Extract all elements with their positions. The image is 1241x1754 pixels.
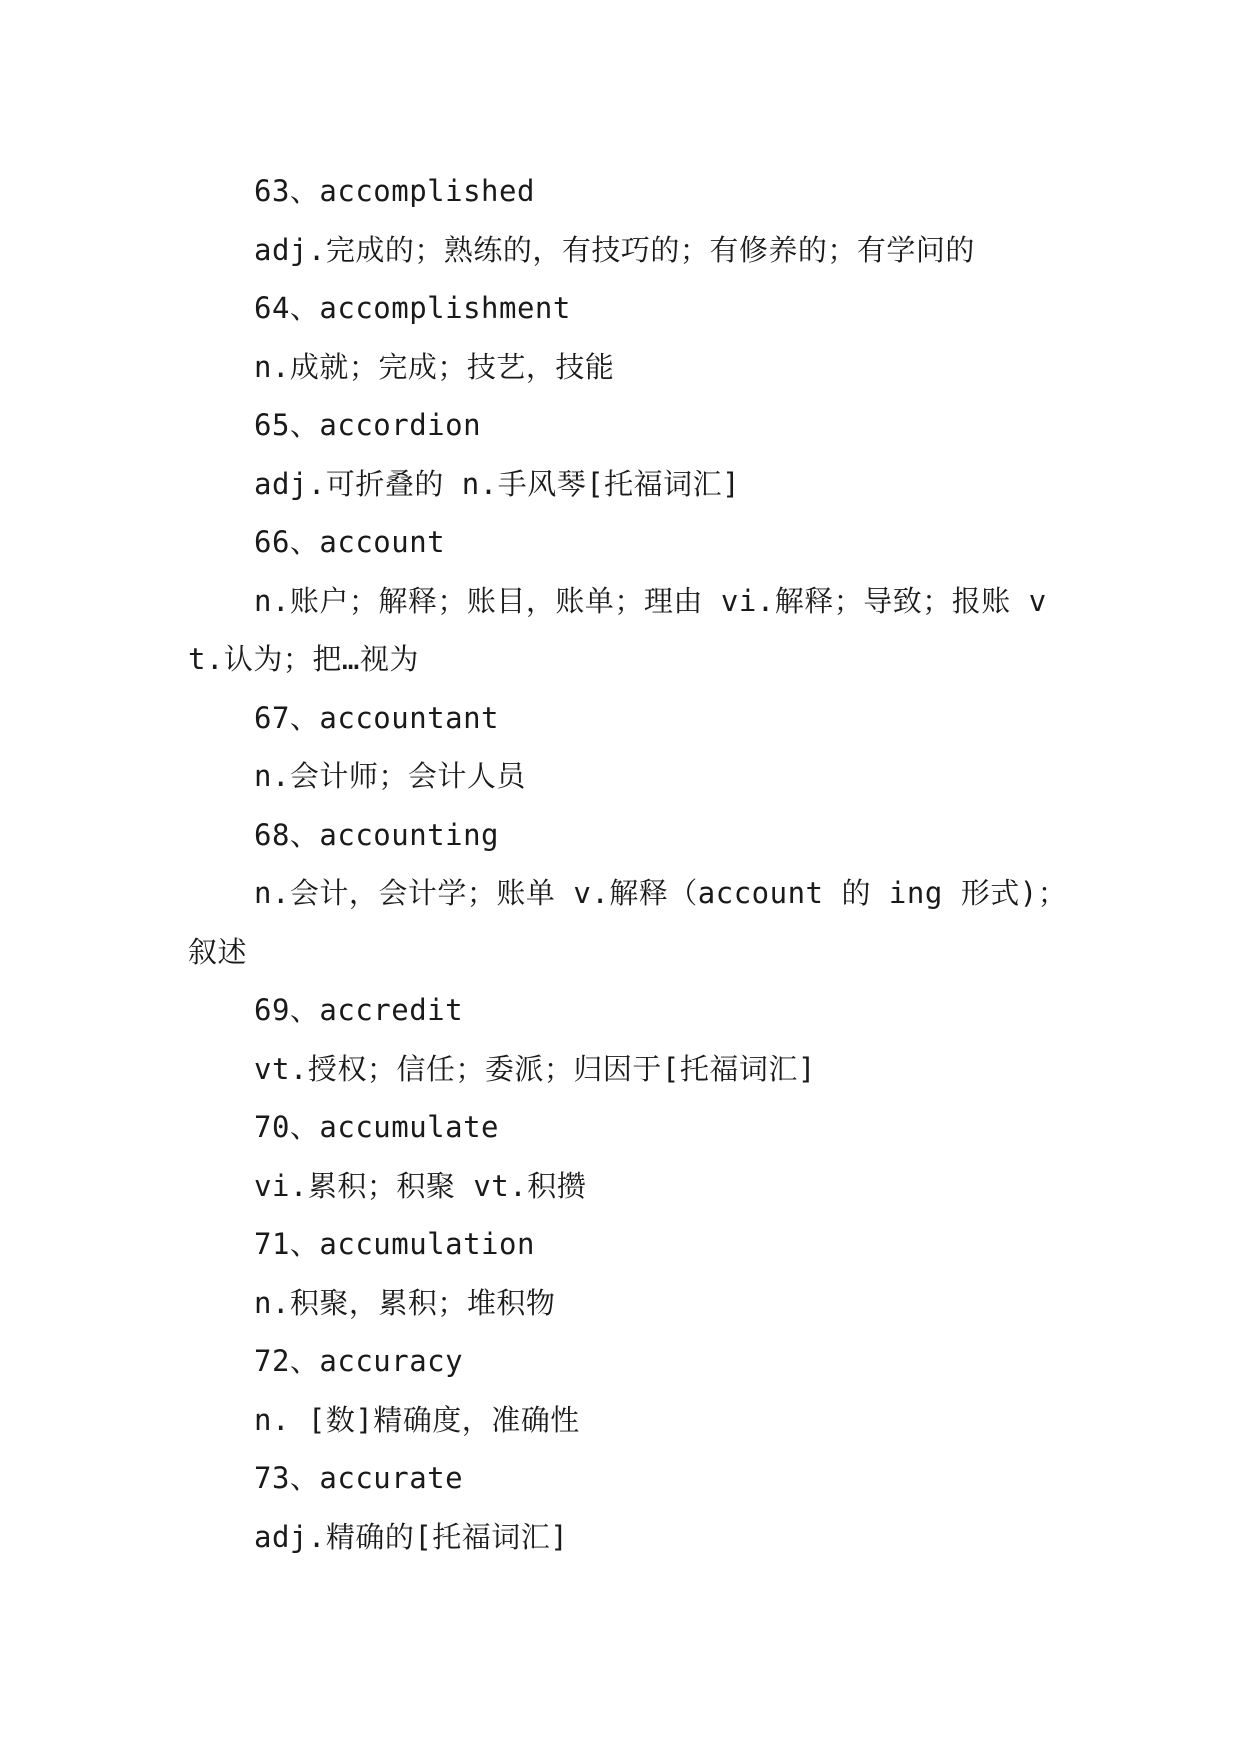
entry-headword: 63、accomplished bbox=[254, 174, 535, 208]
entry-definition: adj.完成的；熟练的，有技巧的；有修养的；有学问的 bbox=[254, 232, 975, 267]
entry-definition: n.成就；完成；技艺，技能 bbox=[254, 349, 615, 384]
entry-definition: n.账户；解释；账目，账单；理由 vi.解释；导致；报账 vt.认为；把…视为 bbox=[188, 583, 1047, 676]
entry-definition: adj.精确的[托福词汇] bbox=[254, 1519, 569, 1554]
entry-headword: 64、accomplishment bbox=[254, 291, 571, 325]
entry-headword: 65、accordion bbox=[254, 408, 482, 442]
entry-headword: 67、accountant bbox=[254, 700, 500, 735]
entry-headword: 72、accuracy bbox=[254, 1344, 464, 1378]
entry-definition: n.积聚，累积；堆积物 bbox=[254, 1285, 556, 1320]
vocabulary-list bbox=[188, 162, 1068, 1566]
entry-definition: adj.可折叠的 n.手风琴[托福词汇] bbox=[254, 466, 741, 501]
entry-headword: 68、accounting bbox=[254, 817, 500, 852]
entry-definition: n.会计师；会计人员 bbox=[254, 759, 526, 793]
entry-headword: 69、accredit bbox=[254, 993, 464, 1027]
entry-headword: 66、account bbox=[254, 525, 446, 559]
entry-definition: n.会计，会计学；账单 v.解释（account 的 ing 形式)；叙述 bbox=[188, 876, 1068, 969]
entry-definition: n. [数]精确度，准确性 bbox=[254, 1402, 580, 1437]
entry-definition: vi.累积；积聚 vt.积攒 bbox=[254, 1168, 587, 1203]
entry-headword: 71、accumulation bbox=[254, 1227, 535, 1261]
entry-headword: 73、accurate bbox=[254, 1461, 464, 1495]
entry-headword: 70、accumulate bbox=[254, 1110, 500, 1144]
entry-definition: vt.授权；信任；委派；归因于[托福词汇] bbox=[254, 1051, 816, 1086]
